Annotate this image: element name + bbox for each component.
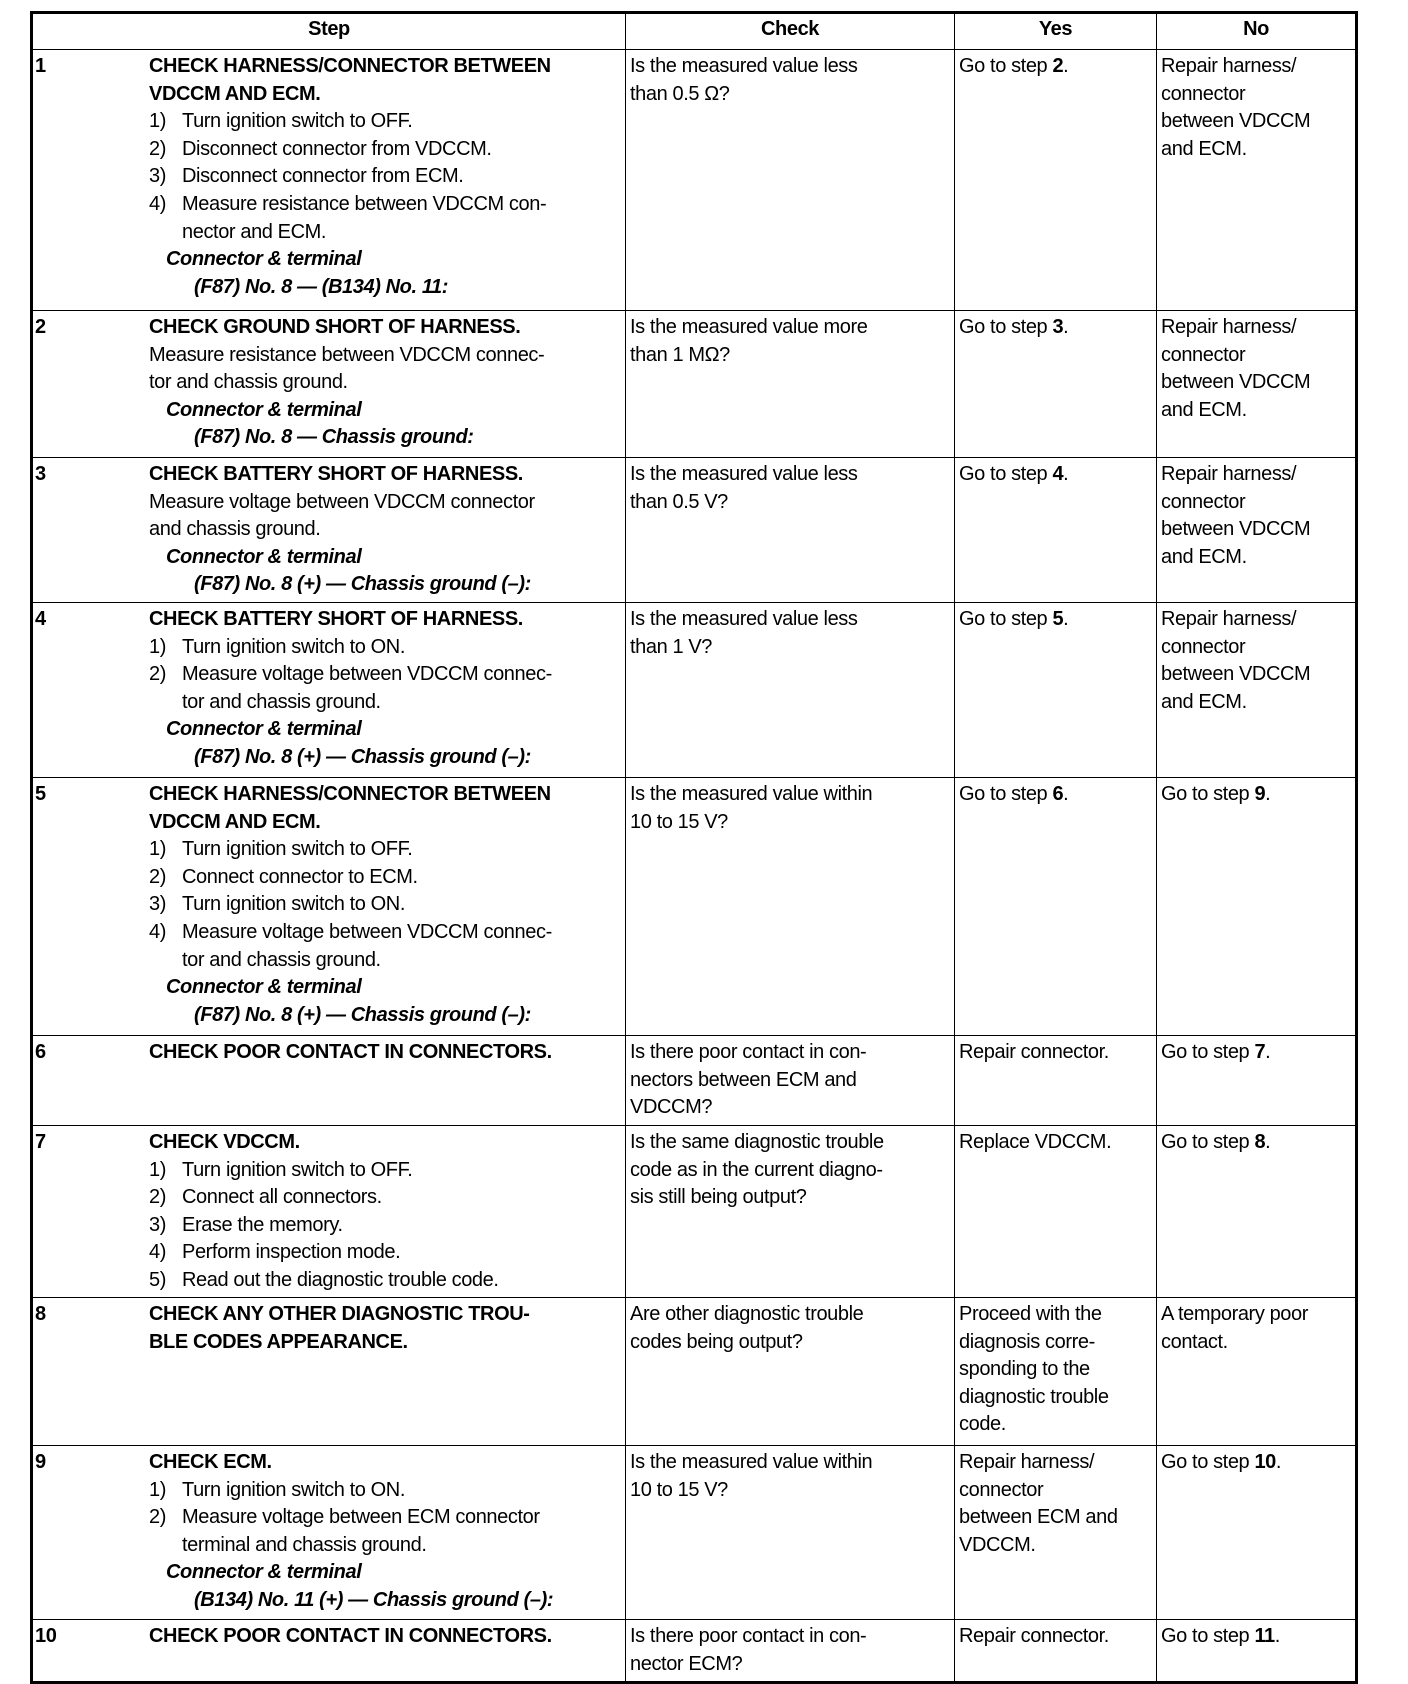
instruction-line: Connect all connectors.: [182, 1186, 382, 1209]
check-line: Is the measured value less: [630, 55, 858, 77]
step-cell: [33, 1298, 625, 1445]
header-check: Check: [625, 14, 954, 49]
check-cell: [625, 1620, 954, 1681]
instruction-number: 1): [149, 1158, 166, 1181]
instruction-text: [182, 1184, 382, 1212]
check-line: Is the same diagnostic trouble: [630, 1131, 884, 1153]
goto-punct: .: [1275, 1451, 1282, 1473]
instruction-line: Turn ignition switch to OFF.: [182, 838, 413, 861]
step-number: 10: [35, 1625, 57, 1647]
step-body: [149, 314, 621, 452]
outcome-goto: [959, 53, 1152, 81]
goto-punct: .: [1063, 463, 1069, 485]
step-title: CHECK POOR CONTACT IN CONNECTORS.: [149, 1041, 552, 1063]
check-line: Is the measured value less: [630, 463, 858, 485]
yes-cell: [954, 1298, 1156, 1445]
check-line: VDCCM?: [630, 1096, 713, 1119]
check-line: nector ECM?: [630, 1652, 743, 1675]
step-instruction: [149, 864, 621, 892]
instruction-line: Connect connector to ECM.: [182, 865, 418, 888]
step-number: 2: [35, 316, 46, 338]
connector-label: Connector & terminal: [166, 976, 362, 999]
check-cell: [625, 1446, 954, 1619]
instruction-number: 2): [149, 137, 166, 160]
outcome-goto: [959, 461, 1152, 489]
instruction-number: 4): [149, 920, 166, 943]
step-body: [149, 1129, 621, 1295]
instruction-number: 2): [149, 1506, 166, 1529]
outcome-line: and ECM.: [1161, 398, 1247, 421]
instruction-text: [182, 891, 405, 919]
instruction-number: 3): [149, 165, 166, 188]
instruction-line: Perform inspection mode.: [182, 1241, 401, 1264]
step-instruction: [149, 136, 621, 164]
goto-text: Go to step: [1161, 1451, 1255, 1473]
check-cell: [625, 458, 954, 602]
step-cell: [33, 603, 625, 777]
no-cell: [1156, 1620, 1355, 1681]
table-header: [33, 14, 1355, 49]
instruction-text: [182, 1212, 343, 1240]
instruction-line: Turn ignition switch to ON.: [182, 893, 405, 916]
step-body: [149, 461, 621, 599]
instruction-line: tor and chassis ground.: [182, 690, 381, 713]
step-body: [149, 1301, 621, 1356]
outcome-line: connector: [1161, 635, 1246, 658]
instruction-text: [182, 864, 418, 892]
step-instruction: [149, 919, 621, 974]
step-cell: [33, 1036, 625, 1125]
table-row: [33, 49, 1355, 310]
outcome-line: connector: [1161, 343, 1246, 366]
outcome-goto: [959, 314, 1152, 342]
no-cell: [1156, 1036, 1355, 1125]
step-number: 1: [35, 55, 46, 77]
connector-label: Connector & terminal: [166, 398, 362, 421]
outcome-goto: [1161, 1129, 1351, 1157]
check-line: than 0.5 Ω?: [630, 82, 730, 105]
step-instruction: [149, 108, 621, 136]
step-instruction: [149, 891, 621, 919]
check-line: than 1 V?: [630, 635, 713, 658]
goto-text: Go to step: [959, 783, 1053, 805]
goto-step-number: 9: [1254, 783, 1266, 805]
step-title: BLE CODES APPEARANCE.: [149, 1330, 408, 1353]
yes-cell: [954, 50, 1156, 310]
header-step: Step: [308, 18, 350, 40]
step-number: 6: [35, 1041, 46, 1063]
step-title: CHECK BATTERY SHORT OF HARNESS.: [149, 463, 523, 485]
instruction-text: [182, 191, 546, 246]
step-cell: [33, 50, 625, 310]
check-line: Is the measured value within: [630, 783, 873, 805]
step-cell: [33, 778, 625, 1035]
outcome-line: VDCCM.: [959, 1533, 1036, 1556]
connector-label: Connector & terminal: [166, 718, 362, 741]
instruction-line: Measure resistance between VDCCM con-: [182, 192, 547, 215]
yes-cell: [954, 778, 1156, 1035]
check-line: Are other diagnostic trouble: [630, 1303, 864, 1325]
no-cell: [1156, 1298, 1355, 1445]
check-line: 10 to 15 V?: [630, 1478, 728, 1501]
table-row: [33, 777, 1355, 1035]
step-instruction: [149, 1212, 621, 1240]
step-instruction: [149, 1239, 621, 1267]
instruction-text: [182, 661, 552, 716]
outcome-line: between ECM and: [959, 1506, 1118, 1529]
yes-cell: [954, 603, 1156, 777]
step-instruction: [149, 661, 621, 716]
instruction-text: [182, 1267, 499, 1295]
goto-text: Go to step: [1161, 1625, 1255, 1647]
no-cell: [1156, 458, 1355, 602]
instruction-line: Turn ignition switch to OFF.: [182, 110, 413, 133]
instruction-text: [182, 634, 405, 662]
connector-terminal: (F87) No. 8 — Chassis ground:: [194, 426, 474, 449]
yes-cell: [954, 458, 1156, 602]
instruction-number: 3): [149, 1213, 166, 1236]
instruction-line: nector and ECM.: [182, 220, 327, 243]
instruction-number: 1): [149, 838, 166, 861]
table-row: [33, 1035, 1355, 1125]
step-cell: [33, 1620, 625, 1681]
step-title: CHECK BATTERY SHORT OF HARNESS.: [149, 608, 523, 630]
step-cell: [33, 458, 625, 602]
goto-text: Go to step: [959, 463, 1053, 485]
goto-step-number: 8: [1254, 1131, 1266, 1153]
yes-cell: [954, 1036, 1156, 1125]
step-title: CHECK HARNESS/CONNECTOR BETWEEN: [149, 55, 551, 77]
instruction-number: 2): [149, 663, 166, 686]
step-number: 5: [35, 783, 46, 805]
goto-punct: .: [1265, 1131, 1271, 1153]
check-line: than 0.5 V?: [630, 490, 728, 513]
table-row: [33, 1619, 1355, 1681]
instruction-text: [182, 836, 412, 864]
step-instruction: [149, 163, 621, 191]
instruction-text: [182, 136, 492, 164]
yes-cell: [954, 1126, 1156, 1297]
step-body: [149, 1039, 621, 1067]
outcome-line: between VDCCM: [1161, 371, 1311, 394]
yes-cell: [954, 1620, 1156, 1681]
instruction-line: Turn ignition switch to ON.: [182, 1478, 405, 1501]
goto-step-number: 2: [1052, 55, 1064, 77]
step-title: VDCCM AND ECM.: [149, 82, 321, 105]
check-line: code as in the current diagno-: [630, 1158, 883, 1181]
yes-cell: [954, 311, 1156, 457]
instruction-text: [182, 163, 463, 191]
step-body: [149, 53, 621, 301]
goto-step-number: 4: [1052, 463, 1064, 485]
connector-label: Connector & terminal: [166, 545, 362, 568]
table-row: [33, 602, 1355, 777]
step-title: CHECK ANY OTHER DIAGNOSTIC TROU-: [149, 1303, 530, 1325]
goto-step-number: 7: [1254, 1041, 1266, 1063]
instruction-line: Disconnect connector from VDCCM.: [182, 137, 492, 160]
step-body: [149, 1623, 621, 1651]
goto-step-number: 10: [1254, 1451, 1276, 1473]
instruction-text: [182, 1504, 540, 1559]
instruction-text: [182, 108, 412, 136]
no-cell: [1156, 50, 1355, 310]
check-cell: [625, 1298, 954, 1445]
outcome-line: Repair connector.: [959, 1041, 1109, 1063]
check-cell: [625, 1126, 954, 1297]
no-cell: [1156, 778, 1355, 1035]
instruction-number: 4): [149, 1241, 166, 1264]
step-number: 8: [35, 1303, 46, 1325]
outcome-line: Repair connector.: [959, 1625, 1109, 1647]
step-body: [149, 1449, 621, 1615]
check-line: Is there poor contact in con-: [630, 1041, 867, 1063]
goto-step-number: 3: [1052, 316, 1064, 338]
step-instruction: [149, 1267, 621, 1295]
instruction-number: 1): [149, 635, 166, 658]
instruction-line: Read out the diagnostic trouble code.: [182, 1268, 499, 1291]
step-cell: [33, 311, 625, 457]
outcome-line: Repair harness/: [1161, 55, 1297, 77]
step-instruction: [149, 836, 621, 864]
instruction-number: 2): [149, 865, 166, 888]
instruction-line: Turn ignition switch to OFF.: [182, 1158, 413, 1181]
goto-step-number: 11: [1254, 1625, 1275, 1647]
outcome-line: between VDCCM: [1161, 518, 1311, 541]
check-line: 10 to 15 V?: [630, 810, 728, 833]
goto-text: Go to step: [959, 316, 1053, 338]
step-number: 4: [35, 608, 46, 630]
goto-text: Go to step: [1161, 1041, 1255, 1063]
instruction-line: Measure voltage between ECM connector: [182, 1506, 540, 1529]
check-line: Is the measured value within: [630, 1451, 873, 1473]
connector-terminal: (F87) No. 8 (+) — Chassis ground (–):: [194, 1003, 531, 1026]
table-row: [33, 310, 1355, 457]
outcome-line: contact.: [1161, 1330, 1228, 1353]
check-cell: [625, 778, 954, 1035]
instruction-number: 5): [149, 1268, 166, 1291]
connector-terminal: (B134) No. 11 (+) — Chassis ground (–):: [194, 1588, 554, 1611]
goto-punct: .: [1274, 1625, 1280, 1647]
instruction-text: [182, 1477, 405, 1505]
check-cell: [625, 311, 954, 457]
instruction-number: 3): [149, 893, 166, 916]
instruction-number: 1): [149, 110, 166, 133]
outcome-line: A temporary poor: [1161, 1303, 1309, 1325]
connector-label: Connector & terminal: [166, 1561, 362, 1584]
instruction-text: [182, 1239, 400, 1267]
table-row: [33, 1445, 1355, 1619]
step-title: VDCCM AND ECM.: [149, 810, 321, 833]
outcome-goto: [1161, 1623, 1351, 1651]
outcome-line: connector: [1161, 82, 1246, 105]
header-no: No: [1156, 14, 1355, 49]
instruction-line: Measure voltage between VDCCM connec-: [182, 920, 552, 943]
instruction-line: terminal and chassis ground.: [182, 1533, 427, 1556]
outcome-line: Proceed with the: [959, 1303, 1102, 1325]
connector-terminal: (F87) No. 8 (+) — Chassis ground (–):: [194, 745, 531, 768]
outcome-goto: [1161, 1449, 1351, 1477]
step-number: 7: [35, 1131, 46, 1153]
goto-step-number: 6: [1052, 783, 1064, 805]
no-cell: [1156, 1446, 1355, 1619]
outcome-line: connector: [1161, 490, 1246, 513]
outcome-goto: [1161, 781, 1351, 809]
connector-terminal: (F87) No. 8 — (B134) No. 11:: [194, 275, 449, 298]
connector-label: Connector & terminal: [166, 248, 362, 271]
no-cell: [1156, 311, 1355, 457]
instruction-number: 1): [149, 1478, 166, 1501]
outcome-line: Repair harness/: [1161, 608, 1297, 630]
check-cell: [625, 50, 954, 310]
goto-punct: .: [1265, 783, 1271, 805]
outcome-line: and ECM.: [1161, 545, 1247, 568]
instruction-line: Erase the memory.: [182, 1213, 343, 1236]
diagnostic-table: [30, 11, 1358, 1684]
check-line: nectors between ECM and: [630, 1068, 857, 1091]
check-line: Is there poor contact in con-: [630, 1625, 867, 1647]
step-title: CHECK ECM.: [149, 1451, 272, 1473]
goto-punct: .: [1063, 55, 1069, 77]
check-line: than 1 MΩ?: [630, 343, 730, 366]
step-instruction: [149, 1477, 621, 1505]
header-yes: Yes: [954, 14, 1156, 49]
outcome-line: and ECM.: [1161, 690, 1247, 713]
step-text: tor and chassis ground.: [149, 371, 348, 394]
table-row: [33, 1125, 1355, 1297]
goto-text: Go to step: [1161, 783, 1255, 805]
instruction-number: 4): [149, 192, 166, 215]
goto-step-number: 5: [1052, 608, 1064, 630]
step-body: [149, 781, 621, 1029]
step-text: Measure resistance between VDCCM connec-: [149, 343, 545, 366]
outcome-line: diagnosis corre-: [959, 1330, 1095, 1353]
check-cell: [625, 1036, 954, 1125]
step-instruction: [149, 1504, 621, 1559]
goto-text: Go to step: [1161, 1131, 1255, 1153]
outcome-line: code.: [959, 1413, 1006, 1436]
table-row: [33, 1297, 1355, 1445]
outcome-line: Repair harness/: [959, 1451, 1095, 1473]
step-instruction: [149, 1184, 621, 1212]
no-cell: [1156, 1126, 1355, 1297]
step-cell: [33, 1126, 625, 1297]
check-line: sis still being output?: [630, 1186, 807, 1209]
step-title: CHECK POOR CONTACT IN CONNECTORS.: [149, 1625, 552, 1647]
outcome-line: between VDCCM: [1161, 110, 1311, 133]
table-row: [33, 457, 1355, 602]
yes-cell: [954, 1446, 1156, 1619]
goto-punct: .: [1063, 316, 1069, 338]
outcome-line: and ECM.: [1161, 137, 1247, 160]
step-text: and chassis ground.: [149, 518, 321, 541]
step-title: CHECK GROUND SHORT OF HARNESS.: [149, 316, 521, 338]
step-text: Measure voltage between VDCCM connector: [149, 490, 535, 513]
goto-text: Go to step: [959, 55, 1053, 77]
check-line: Is the measured value less: [630, 608, 858, 630]
goto-punct: .: [1063, 783, 1069, 805]
instruction-line: tor and chassis ground.: [182, 948, 381, 971]
outcome-line: diagnostic trouble: [959, 1385, 1109, 1408]
outcome-line: sponding to the: [959, 1358, 1090, 1381]
instruction-line: Measure voltage between VDCCM connec-: [182, 663, 552, 686]
check-line: codes being output?: [630, 1330, 803, 1353]
step-body: [149, 606, 621, 772]
outcome-goto: [959, 606, 1152, 634]
instruction-line: Disconnect connector from ECM.: [182, 165, 464, 188]
step-number: 3: [35, 463, 46, 485]
outcome-line: Repair harness/: [1161, 316, 1297, 338]
no-cell: [1156, 603, 1355, 777]
step-title: CHECK VDCCM.: [149, 1131, 300, 1153]
outcome-line: Replace VDCCM.: [959, 1131, 1112, 1153]
goto-punct: .: [1265, 1041, 1271, 1063]
outcome-line: between VDCCM: [1161, 663, 1311, 686]
check-line: Is the measured value more: [630, 316, 868, 338]
step-instruction: [149, 191, 621, 246]
outcome-goto: [959, 781, 1152, 809]
outcome-line: connector: [959, 1478, 1044, 1501]
step-instruction: [149, 634, 621, 662]
check-cell: [625, 603, 954, 777]
instruction-text: [182, 919, 552, 974]
instruction-number: 2): [149, 1186, 166, 1209]
step-number: 9: [35, 1451, 46, 1473]
connector-terminal: (F87) No. 8 (+) — Chassis ground (–):: [194, 573, 531, 596]
step-title: CHECK HARNESS/CONNECTOR BETWEEN: [149, 783, 551, 805]
instruction-text: [182, 1157, 412, 1185]
instruction-line: Turn ignition switch to ON.: [182, 635, 405, 658]
goto-punct: .: [1063, 608, 1069, 630]
step-instruction: [149, 1157, 621, 1185]
step-cell: [33, 1446, 625, 1619]
outcome-goto: [1161, 1039, 1351, 1067]
goto-text: Go to step: [959, 608, 1053, 630]
outcome-line: Repair harness/: [1161, 463, 1297, 485]
